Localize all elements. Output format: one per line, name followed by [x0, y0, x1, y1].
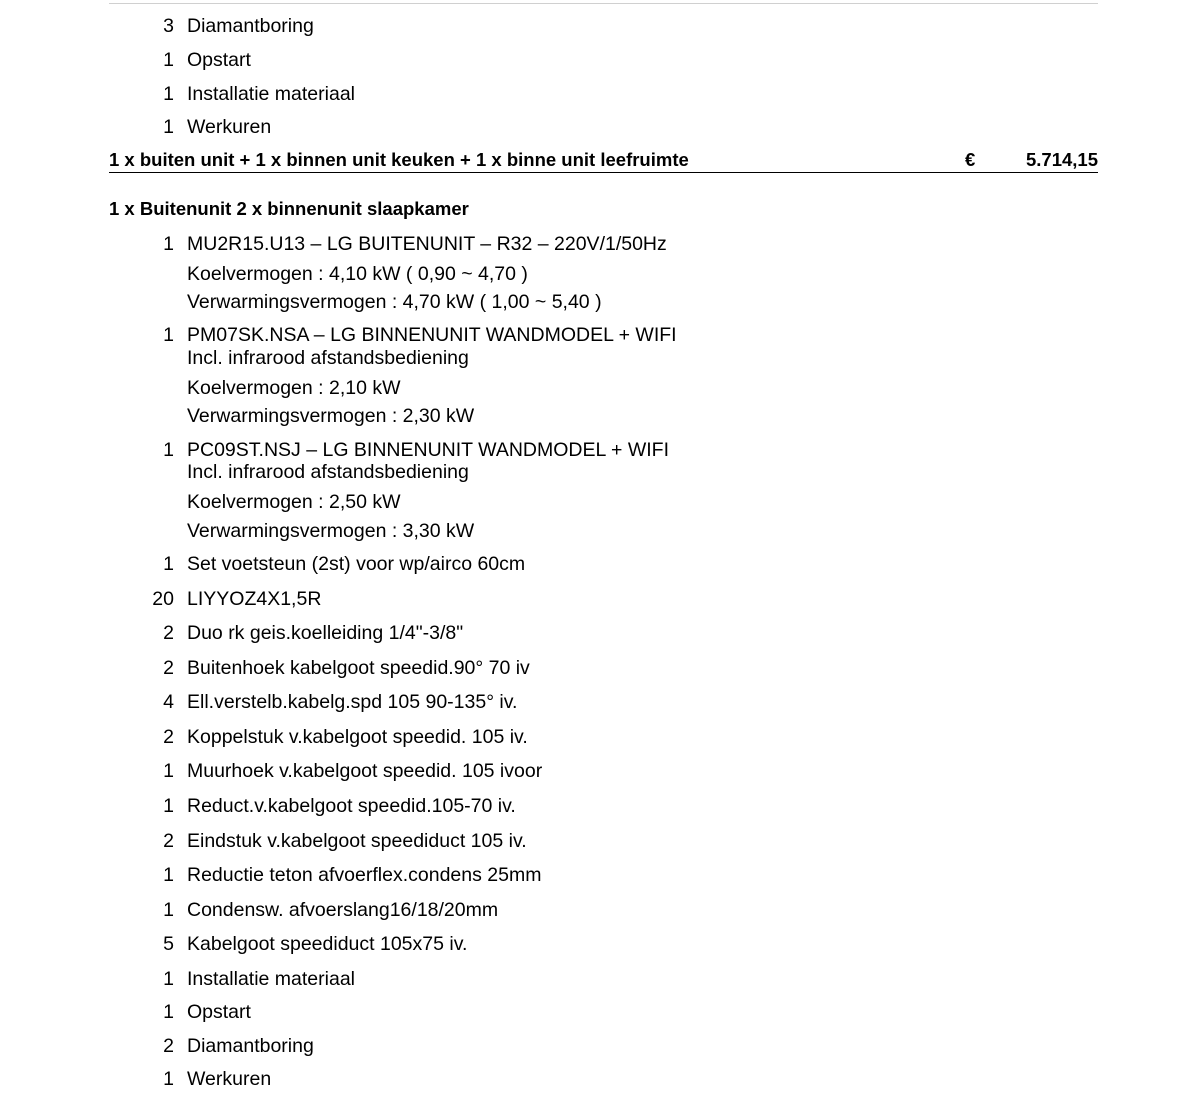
heating-capacity: Verwarmingsvermogen : 2,30 kW: [187, 405, 475, 427]
subtotal-label: 1 x buiten unit + 1 x binnen unit keuken + 1 x binne unit leefruimte: [109, 149, 689, 170]
item-quantity: 2: [163, 1035, 174, 1057]
heating-capacity: Verwarmingsvermogen : 4,70 kW ( 1,00 ~ 5,40 ): [187, 291, 602, 313]
item-description: MU2R15.U13 – LG BUITENUNIT – R32 – 220V/1/50Hz: [187, 233, 667, 255]
item-quantity: 5: [163, 933, 174, 955]
item-description: Werkuren: [187, 116, 272, 138]
item-quantity: 2: [163, 657, 174, 679]
item-description: Opstart: [187, 1001, 251, 1023]
subtotal-amount: 5.714,15: [1025, 149, 1098, 170]
item-quantity: 1: [163, 795, 174, 817]
item-description: Opstart: [187, 49, 251, 71]
item-quantity: 1: [163, 233, 174, 255]
item-description: PM07SK.NSA – LG BINNENUNIT WANDMODEL + WIFI: [187, 324, 677, 346]
top-divider: [109, 3, 1098, 4]
item-quantity: 1: [163, 760, 174, 782]
item-description: Ell.verstelb.kabelg.spd 105 90-135° iv.: [187, 691, 518, 713]
item-quantity: 1: [163, 83, 174, 105]
item-quantity: 2: [163, 830, 174, 852]
item-quantity: 1: [163, 324, 174, 346]
item-description: Set voetsteun (2st) voor wp/airco 60cm: [187, 553, 526, 575]
section-heading: 1 x Buitenunit 2 x binnenunit slaapkamer: [109, 198, 469, 219]
cooling-capacity: Koelvermogen : 4,10 kW ( 0,90 ~ 4,70 ): [187, 263, 528, 285]
item-description: Reduct.v.kabelgoot speedid.105-70 iv.: [187, 795, 516, 817]
item-quantity: 2: [163, 622, 174, 644]
subtotal-row: [109, 148, 1098, 173]
item-description: Werkuren: [187, 1068, 272, 1090]
heating-capacity: Verwarmingsvermogen : 3,30 kW: [187, 520, 475, 542]
item-quantity: 1: [163, 49, 174, 71]
item-description: Diamantboring: [187, 15, 314, 37]
item-quantity: 1: [163, 553, 174, 575]
remote-note: Incl. infrarood afstandsbediening: [187, 347, 469, 369]
item-quantity: 2: [163, 726, 174, 748]
item-quantity: 1: [163, 968, 174, 990]
item-description: Condensw. afvoerslang16/18/20mm: [187, 899, 499, 921]
item-description: Kabelgoot speediduct 105x75 iv.: [187, 933, 468, 955]
item-description: PC09ST.NSJ – LG BINNENUNIT WANDMODEL + WIFI: [187, 439, 669, 461]
item-quantity: 1: [163, 1068, 174, 1090]
item-description: Koppelstuk v.kabelgoot speedid. 105 iv.: [187, 726, 528, 748]
item-quantity: 1: [163, 439, 174, 461]
item-quantity: 1: [163, 116, 174, 138]
item-quantity: 20: [152, 588, 174, 610]
item-description: LIYYOZ4X1,5R: [187, 588, 322, 610]
item-quantity: 4: [163, 691, 174, 713]
item-description: Eindstuk v.kabelgoot speediduct 105 iv.: [187, 830, 527, 852]
cooling-capacity: Koelvermogen : 2,50 kW: [187, 491, 401, 513]
currency-symbol: €: [965, 149, 976, 170]
item-description: Installatie materiaal: [187, 83, 355, 105]
item-description: Buitenhoek kabelgoot speedid.90° 70 iv: [187, 657, 530, 679]
item-description: Diamantboring: [187, 1035, 314, 1057]
item-description: Installatie materiaal: [187, 968, 355, 990]
cooling-capacity: Koelvermogen : 2,10 kW: [187, 377, 401, 399]
item-quantity: 3: [163, 15, 174, 37]
item-quantity: 1: [163, 1001, 174, 1023]
remote-note: Incl. infrarood afstandsbediening: [187, 461, 469, 483]
item-description: Reductie teton afvoerflex.condens 25mm: [187, 864, 542, 886]
item-description: Muurhoek v.kabelgoot speedid. 105 ivoor: [187, 760, 543, 782]
item-quantity: 1: [163, 899, 174, 921]
item-description: Duo rk geis.koelleiding 1/4"-3/8": [187, 622, 464, 644]
item-quantity: 1: [163, 864, 174, 886]
